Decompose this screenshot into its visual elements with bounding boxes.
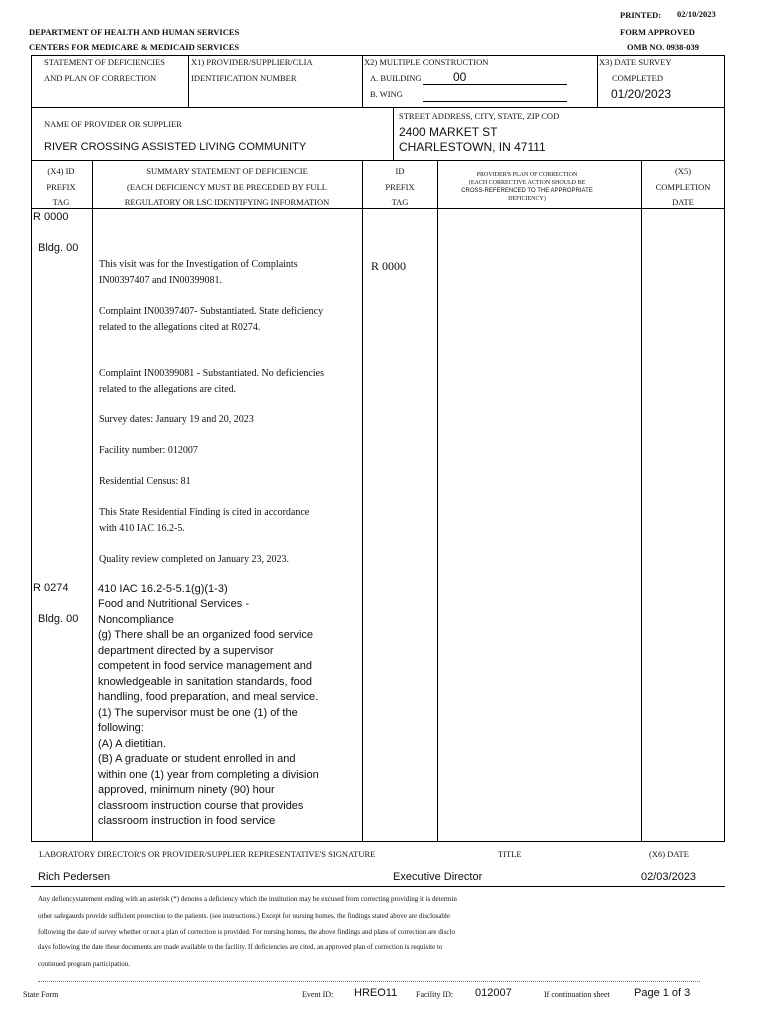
column-border — [31, 160, 32, 841]
body-bottom-border — [31, 841, 725, 842]
x4-header: PREFIX — [46, 182, 76, 192]
regulation-line: classroom instruction in food service — [98, 815, 276, 827]
finding-paragraph: This State Residential Finding is cited in accordance with 410 IAC 16.2-5. — [99, 507, 310, 534]
regulation-line: (B) A graduate or student enrolled in and — [98, 753, 296, 765]
divider — [38, 981, 700, 982]
x1-label: X1) PROVIDER/SUPPLIER/CLIA — [191, 57, 313, 67]
printed-label: PRINTED: — [620, 10, 662, 20]
summary-header: SUMMARY STATEMENT OF DEFICIENCIE — [146, 166, 308, 176]
statement-label: AND PLAN OF CORRECTION — [44, 73, 157, 83]
disclaimer-line: continued program participation. — [38, 960, 130, 968]
x3-label: COMPLETED — [612, 73, 663, 83]
city-state-zip: CHARLESTOWN, IN 47111 — [399, 140, 546, 154]
disclaimer-line: Any defiencystatement ending with an asterisk (*) denotes a deficiency which the institution may be excused from correcting providing it is determin — [38, 895, 457, 903]
event-id-value: HREO11 — [354, 987, 398, 999]
page-number: Page 1 of 3 — [634, 987, 691, 999]
provider-name: RIVER CROSSING ASSISTED LIVING COMMUNITY — [44, 141, 307, 153]
provider-name-label: NAME OF PROVIDER OR SUPPLIER — [44, 119, 182, 129]
disclaimer-line: following the date of survey whether or not a plan of correction is provided. For nursing homes, the above findings and plans of correction are disclo — [38, 928, 455, 936]
x5-header: COMPLETION — [655, 182, 711, 192]
prefix-tag: R 0000 — [33, 211, 69, 223]
box-top-border — [31, 55, 725, 56]
regulation-line: (g) There shall be an organized food service — [98, 629, 314, 641]
regulation-line: (1) The supervisor must be one (1) of the — [98, 707, 298, 719]
regulation-line: (A) A dietitian. — [98, 738, 166, 750]
column-border — [437, 160, 438, 841]
building-tag: Bldg. 00 — [38, 242, 79, 254]
facility-id-label: Facility ID: — [416, 990, 454, 999]
divider — [393, 107, 394, 160]
divider — [597, 55, 598, 107]
column-border — [92, 160, 93, 841]
column-border — [641, 160, 642, 841]
intro-paragraph: This visit was for the Investigation of Complaints IN00397407 and IN00399081. — [99, 259, 298, 286]
prefix-tag: R 0274 — [33, 582, 69, 594]
divider — [362, 55, 363, 107]
regulation-line: competent in food service management and — [98, 660, 313, 672]
divider — [31, 208, 725, 209]
regulation-line: following: — [98, 722, 144, 734]
regulation-line: Noncompliance — [98, 614, 174, 626]
x5-header: (X5) — [674, 166, 692, 176]
complaint-paragraph: Complaint IN00397407- Substantiated. State deficiency related to the allegations cited at R0274. — [99, 306, 324, 333]
event-id-label: Event ID: — [302, 990, 334, 999]
omb-number: OMB NO. 0938-039 — [627, 42, 700, 52]
signature-date: 02/03/2023 — [641, 871, 697, 883]
disclaimer-line: other safegaurds provide sufficient protection to the patients. (see instructions.) Except for nursing homes, the findings stated above are disclosable — [38, 912, 450, 920]
continuation-label: If continuation sheet — [544, 990, 610, 999]
summary-header: (EACH DEFICIENCY MUST BE PRECEDED BY FULL — [127, 182, 327, 192]
department-title: DEPARTMENT OF HEALTH AND HUMAN SERVICES — [29, 27, 240, 37]
quality-review: Quality review completed on January 23, 2023. — [99, 554, 289, 565]
id-header: ID — [395, 166, 405, 176]
x1-label: IDENTIFICATION NUMBER — [191, 73, 297, 83]
building-underline — [423, 84, 567, 85]
signer-title: Executive Director — [393, 871, 483, 883]
building-tag: Bldg. 00 — [38, 613, 79, 625]
column-border — [362, 160, 363, 841]
id-header: TAG — [391, 197, 409, 207]
printed-date: 02/10/2023 — [677, 9, 716, 19]
plan-header: DEFICIENCY) — [508, 196, 546, 202]
box-right-border — [724, 55, 725, 107]
x5-header: DATE — [672, 197, 694, 207]
disclaimer-line: days following the date these documents are made available to the facility. If deficiencies are cited, an approved plan of correction is requisite to — [38, 943, 443, 951]
state-form-label: State Form — [23, 990, 59, 999]
director-signature-label: LABORATORY DIRECTOR'S OR PROVIDER/SUPPLIER REPRESENTATIVE'S SIGNATURE — [39, 849, 376, 859]
building-label: A. BUILDING — [370, 73, 422, 83]
x2-label: X2) MULTIPLE CONSTRUCTION — [364, 57, 489, 67]
statement-label: STATEMENT OF DEFICIENCIES — [44, 57, 166, 67]
street-address: 2400 MARKET ST — [399, 125, 498, 139]
wing-label: B. WING — [370, 89, 403, 99]
signer-name: Rich Pedersen — [38, 871, 111, 883]
residential-census: Residential Census: 81 — [99, 476, 191, 487]
form-approved: FORM APPROVED — [620, 27, 695, 37]
regulation-line: classroom instruction course that provides — [98, 800, 304, 812]
box-left-border — [31, 107, 32, 160]
divider — [31, 886, 725, 887]
plan-header: (EACH CORRECTIVE ACTION SHOULD BE — [468, 180, 586, 186]
facility-number: Facility number: 012007 — [99, 445, 198, 456]
regulation-line: knowledgeable in sanitation standards, food — [98, 676, 313, 688]
divider — [188, 55, 189, 107]
signature-date-label: (X6) DATE — [649, 849, 689, 859]
regulation-line: handling, food preparation, and meal service. — [98, 691, 319, 703]
title-label: TITLE — [498, 849, 522, 859]
x4-header: TAG — [52, 197, 70, 207]
regulation-line: Food and Nutritional Services - — [98, 598, 250, 610]
complaint-paragraph: Complaint IN00399081 - Substantiated. No deficiencies related to the allegations are cited. — [99, 368, 324, 395]
column-border — [724, 160, 725, 841]
summary-header: REGULATORY OR LSC IDENTIFYING INFORMATION — [124, 197, 330, 207]
id-header: PREFIX — [385, 182, 415, 192]
x4-header: (X4) ID — [47, 166, 75, 176]
regulation-line: within one (1) year from completing a division — [98, 769, 319, 781]
facility-id-value: 012007 — [475, 987, 512, 999]
address-label: STREET ADDRESS, CITY, STATE, ZIP COD — [399, 111, 560, 121]
survey-completed-date: 01/20/2023 — [611, 87, 672, 101]
box-right-border — [724, 107, 725, 160]
x3-label: X3) DATE SURVEY — [599, 57, 672, 67]
centers-title: CENTERS FOR MEDICARE & MEDICAID SERVICES — [29, 42, 240, 52]
regulation-line: 410 IAC 16.2-5-5.1(g)(1-3) — [98, 583, 228, 595]
survey-dates: Survey dates: January 19 and 20, 2023 — [99, 414, 254, 425]
regulation-line: department directed by a supervisor — [98, 645, 274, 657]
id-prefix-tag: R 0000 — [371, 259, 407, 273]
divider — [31, 160, 725, 161]
regulation-line: approved, minimum ninety (90) hour — [98, 784, 275, 796]
plan-header: CROSS-REFERENCED TO THE APPROPRIATE — [461, 188, 593, 194]
divider — [31, 107, 725, 108]
building-value: 00 — [453, 70, 467, 84]
plan-header: PROVIDER'S PLAN OF CORRECTION — [476, 172, 578, 178]
wing-underline — [423, 101, 567, 102]
box-left-border — [31, 55, 32, 107]
